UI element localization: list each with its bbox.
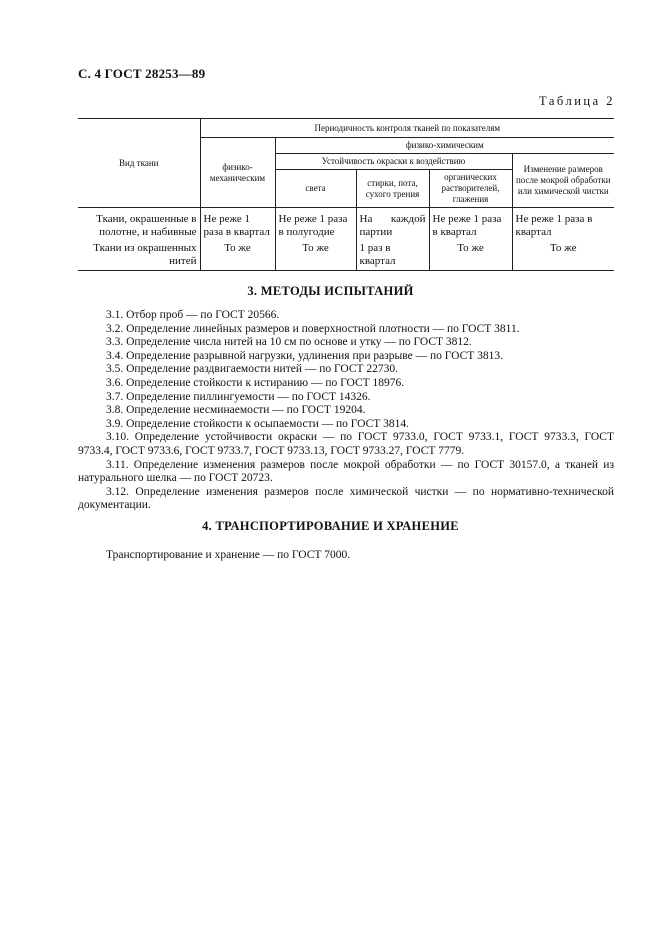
list-item: 3.10. Определение устойчивости окраски — по ГОСТ 9733.0, ГОСТ 9733.1, ГОСТ 9733.3, ГОСТ 9733.4, ГОСТ 9733.6, ГОСТ 9733.7, ГОСТ 9733.13, ГОСТ 9733.27, ГОСТ 7779. — [78, 431, 614, 457]
list-item: 3.11. Определение изменения размеров после мокрой обработки — по ГОСТ 30157.0, а тканей из натурального шелка — по ГОСТ 20723. — [78, 458, 614, 485]
cell-physmech: Не реже 1 раза в квартал — [200, 208, 275, 241]
cell-physmech: То же — [200, 240, 275, 271]
list-item: 3.5. Определение раздвигаемости нитей — по ГОСТ 22730. — [106, 363, 399, 376]
transport-text: Транспортирование и хранение — по ГОСТ 7000. — [106, 549, 351, 561]
header-physmech: физико-механическим — [200, 138, 275, 208]
list-item: 3.12. Определение изменения размеров после химической чистки — по нормативно-технической документации. — [78, 485, 614, 512]
table-row — [78, 208, 614, 241]
cell-washing: На каждой партии — [356, 208, 429, 241]
cell-size-change: Не реже 1 раза в квартал — [512, 208, 614, 241]
list-item: 3.1. Отбор проб — по ГОСТ 20566. — [106, 309, 280, 321]
row-fabric-name: Ткани из окрашенных нитей — [78, 240, 200, 271]
list-item: 3.2. Определение линейных размеров и поверхностной плотности — по ГОСТ 3811. — [106, 322, 520, 335]
cell-size-change: То же — [512, 240, 614, 271]
header-periodicity: Периодичность контроля тканей по показателям — [200, 119, 614, 138]
header-fabric-type: Вид ткани — [78, 119, 200, 208]
header-washing: стирки, пота, сухого трения — [356, 170, 429, 208]
list-item: 3.3. Определение числа нитей на 10 см по основе и утку — по ГОСТ 3812. — [106, 336, 472, 349]
header-light: света — [275, 170, 356, 208]
row-fabric-name: Ткани, окрашенные в полотне, и набивные — [78, 208, 200, 241]
header-size-change: Изменение размеров после мокрой обработки или химической чистки — [512, 154, 614, 208]
header-color-fastness: Устойчивость окраски к воздействию — [275, 154, 512, 170]
periodicity-table — [78, 118, 614, 271]
cell-organic: То же — [429, 240, 512, 271]
list-item: 3.7. Определение пиллингуемости — по ГОСТ 14326. — [106, 390, 371, 403]
header-physchem: физико-химическим — [275, 138, 614, 154]
list-item: 3.4. Определение разрывной нагрузки, удлинения при разрыве — по ГОСТ 3813. — [106, 349, 504, 362]
list-item: 3.6. Определение стойкости к истиранию — по ГОСТ 18976. — [106, 376, 405, 389]
table-caption: Таблица 2 — [539, 94, 615, 108]
section-heading-methods: 3. МЕТОДЫ ИСПЫТАНИЙ — [247, 284, 414, 298]
list-item: 3.9. Определение стойкости к осыпаемости — по ГОСТ 3814. — [106, 417, 410, 430]
page-header: С. 4 ГОСТ 28253—89 — [78, 66, 206, 81]
header-organic: органических растворителей, глажения — [429, 170, 512, 208]
section-heading-transport: 4. ТРАНСПОРТИРОВАНИЕ И ХРАНЕНИЕ — [202, 519, 459, 533]
methods-list — [78, 309, 614, 513]
table-row — [78, 240, 614, 271]
cell-light: То же — [275, 240, 356, 271]
list-item: 3.8. Определение несминаемости — по ГОСТ 19204. — [106, 404, 366, 417]
cell-washing: 1 раз в квартал — [356, 240, 429, 271]
cell-light: Не реже 1 раза в полугодие — [275, 208, 356, 241]
cell-organic: Не реже 1 раза в квартал — [429, 208, 512, 241]
